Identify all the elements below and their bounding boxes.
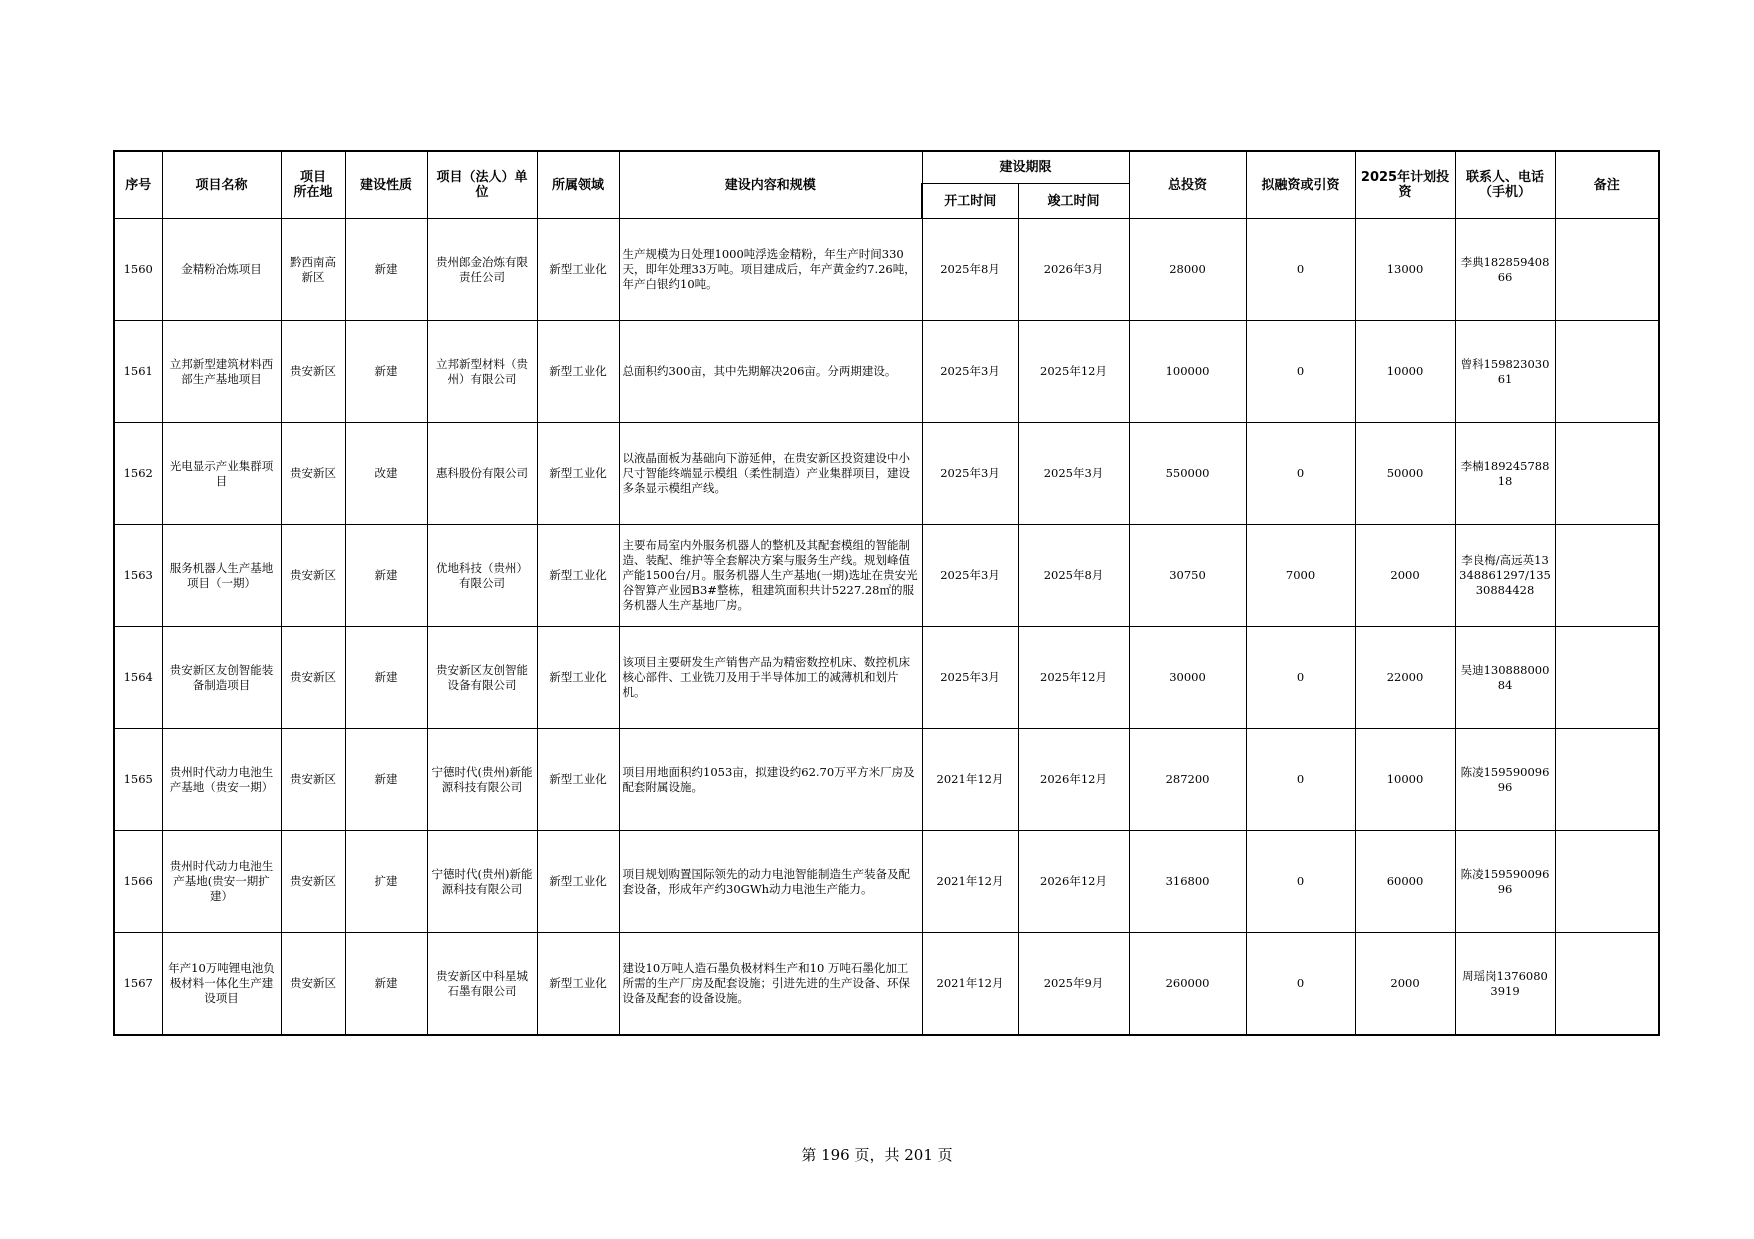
cell-contact: 李楠18924578818 [1455,423,1555,525]
header-start: 开工时间 [922,184,1018,219]
cell-field: 新型工业化 [537,423,619,525]
cell-contact: 陈凌15959009696 [1455,831,1555,933]
cell-financing: 0 [1246,831,1355,933]
cell-plan2025: 10000 [1355,729,1455,831]
cell-field: 新型工业化 [537,525,619,627]
cell-start: 2025年3月 [922,627,1018,729]
cell-location: 黔西南高新区 [281,219,345,321]
header-seq: 序号 [114,151,162,219]
cell-plan2025: 22000 [1355,627,1455,729]
cell-content: 项目用地面积约1053亩，拟建设约62.70万平方米厂房及配套附属设施。 [619,729,922,831]
cell-start: 2025年3月 [922,525,1018,627]
cell-financing: 0 [1246,933,1355,1036]
cell-location: 贵安新区 [281,321,345,423]
cell-total: 30000 [1129,627,1246,729]
cell-nature: 新建 [345,933,427,1036]
cell-field: 新型工业化 [537,219,619,321]
cell-project-name: 金精粉冶炼项目 [162,219,281,321]
cell-field: 新型工业化 [537,933,619,1036]
cell-field: 新型工业化 [537,729,619,831]
table-row [114,933,1659,1036]
cell-financing: 0 [1246,321,1355,423]
cell-plan2025: 60000 [1355,831,1455,933]
cell-total: 30750 [1129,525,1246,627]
cell-project-name: 贵州时代动力电池生产基地(贵安一期扩建） [162,831,281,933]
cell-location: 贵安新区 [281,423,345,525]
cell-total: 550000 [1129,423,1246,525]
cell-financing: 0 [1246,627,1355,729]
cell-field: 新型工业化 [537,831,619,933]
cell-total: 316800 [1129,831,1246,933]
cell-content: 总面积约300亩，其中先期解决206亩。分两期建设。 [619,321,922,423]
cell-field: 新型工业化 [537,321,619,423]
header-end: 竣工时间 [1018,184,1129,219]
table-row [114,219,1659,321]
cell-total: 287200 [1129,729,1246,831]
cell-plan2025: 10000 [1355,321,1455,423]
cell-remark [1555,627,1659,729]
page-footer [0,1144,1754,1165]
cell-start: 2025年3月 [922,321,1018,423]
cell-unit: 立邦新型材料（贵州）有限公司 [427,321,537,423]
cell-unit: 惠科股份有限公司 [427,423,537,525]
cell-financing: 0 [1246,219,1355,321]
cell-plan2025: 13000 [1355,219,1455,321]
cell-plan2025: 2000 [1355,525,1455,627]
cell-project-name: 光电显示产业集群项目 [162,423,281,525]
cell-contact: 李良梅/高远英13348861297/13530884428 [1455,525,1555,627]
cell-start: 2025年3月 [922,423,1018,525]
cell-unit: 优地科技（贵州）有限公司 [427,525,537,627]
header-unit: 项目（法人）单位 [427,151,537,219]
cell-seq: 1566 [114,831,162,933]
cell-contact: 周瑶岗13760803919 [1455,933,1555,1036]
cell-plan2025: 50000 [1355,423,1455,525]
cell-plan2025: 2000 [1355,933,1455,1036]
cell-end: 2026年12月 [1018,729,1129,831]
cell-end: 2025年8月 [1018,525,1129,627]
cell-field: 新型工业化 [537,627,619,729]
header-name: 项目名称 [162,151,281,219]
cell-unit: 贵州郎金冶炼有限责任公司 [427,219,537,321]
cell-nature: 新建 [345,219,427,321]
table-row [114,423,1659,525]
header-remark: 备注 [1555,151,1659,219]
cell-seq: 1563 [114,525,162,627]
cell-start: 2021年12月 [922,831,1018,933]
cell-seq: 1561 [114,321,162,423]
cell-content: 以液晶面板为基础向下游延伸，在贵安新区投资建设中小尺寸智能终端显示模组（柔性制造）产业集群项目，建设多条显示模组产线。 [619,423,922,525]
cell-location: 贵安新区 [281,729,345,831]
cell-seq: 1560 [114,219,162,321]
cell-unit: 贵安新区中科星城石墨有限公司 [427,933,537,1036]
cell-location: 贵安新区 [281,933,345,1036]
project-table [113,150,1660,1036]
cell-content: 该项目主要研发生产销售产品为精密数控机床、数控机床核心部件、工业铣刀及用于半导体加工的减薄机和划片机。 [619,627,922,729]
cell-contact: 陈凌15959009696 [1455,729,1555,831]
cell-nature: 扩建 [345,831,427,933]
cell-remark [1555,831,1659,933]
cell-end: 2025年3月 [1018,423,1129,525]
cell-financing: 0 [1246,729,1355,831]
page-number-text: 第 196 页，共 201 页 [801,1146,953,1164]
cell-unit: 贵安新区友创智能设备有限公司 [427,627,537,729]
project-table-sheet [113,150,1658,1036]
cell-nature: 改建 [345,423,427,525]
header-period: 建设期限 [922,151,1129,184]
cell-remark [1555,219,1659,321]
cell-remark [1555,525,1659,627]
header-nature: 建设性质 [345,151,427,219]
cell-project-name: 服务机器人生产基地项目（一期） [162,525,281,627]
cell-seq: 1565 [114,729,162,831]
cell-financing: 0 [1246,423,1355,525]
cell-start: 2021年12月 [922,729,1018,831]
cell-nature: 新建 [345,729,427,831]
cell-unit: 宁德时代(贵州)新能源科技有限公司 [427,729,537,831]
cell-seq: 1567 [114,933,162,1036]
header-content: 建设内容和规模 [619,151,922,219]
cell-location: 贵安新区 [281,831,345,933]
cell-project-name: 贵安新区友创智能装备制造项目 [162,627,281,729]
cell-start: 2025年8月 [922,219,1018,321]
project-rows [114,219,1659,1036]
table-row [114,525,1659,627]
cell-end: 2025年12月 [1018,627,1129,729]
cell-content: 项目规划购置国际领先的动力电池智能制造生产装备及配套设备，形成年产约30GWh动力电池生产能力。 [619,831,922,933]
table-row [114,729,1659,831]
header-location [281,151,345,219]
cell-end: 2025年9月 [1018,933,1129,1036]
cell-unit: 宁德时代(贵州)新能源科技有限公司 [427,831,537,933]
cell-remark [1555,321,1659,423]
table-row [114,321,1659,423]
cell-end: 2026年3月 [1018,219,1129,321]
header-total: 总投资 [1129,151,1246,219]
cell-seq: 1564 [114,627,162,729]
cell-total: 28000 [1129,219,1246,321]
table-row [114,831,1659,933]
cell-end: 2026年12月 [1018,831,1129,933]
header-plan2025: 2025年计划投资 [1355,151,1455,219]
cell-project-name: 立邦新型建筑材料西部生产基地项目 [162,321,281,423]
cell-start: 2021年12月 [922,933,1018,1036]
cell-content: 建设10万吨人造石墨负极材料生产和10 万吨石墨化加工所需的生产厂房及配套设施；引进先进的生产设备、环保设备及配套的设备设施。 [619,933,922,1036]
cell-remark [1555,729,1659,831]
cell-total: 260000 [1129,933,1246,1036]
header-location-text: 项目 所在地 [293,170,333,200]
cell-content: 主要布局室内外服务机器人的整机及其配套模组的智能制造、装配、维护等全套解决方案与服务生产线。规划峰值产能1500台/月。服务机器人生产基地(一期)选址在贵安光谷智算产业园B3#整栋，租建筑面积共计5227.28㎡的服务机器人生产基地厂房。 [619,525,922,627]
table-row [114,627,1659,729]
header-contact: 联系人、电话（手机） [1455,151,1555,219]
cell-total: 100000 [1129,321,1246,423]
cell-nature: 新建 [345,525,427,627]
cell-location: 贵安新区 [281,627,345,729]
cell-financing: 7000 [1246,525,1355,627]
cell-project-name: 年产10万吨锂电池负极材料一体化生产建设项目 [162,933,281,1036]
cell-contact: 吴迪13088800084 [1455,627,1555,729]
cell-project-name: 贵州时代动力电池生产基地（贵安一期） [162,729,281,831]
cell-contact: 曾科15982303061 [1455,321,1555,423]
cell-end: 2025年12月 [1018,321,1129,423]
cell-remark [1555,423,1659,525]
cell-nature: 新建 [345,321,427,423]
header-financing: 拟融资或引资 [1246,151,1355,219]
cell-contact: 李典18285940866 [1455,219,1555,321]
cell-nature: 新建 [345,627,427,729]
cell-seq: 1562 [114,423,162,525]
cell-location: 贵安新区 [281,525,345,627]
header-field: 所属领域 [537,151,619,219]
cell-remark [1555,933,1659,1036]
cell-content: 生产规模为日处理1000吨浮选金精粉，年生产时间330天，即年处理33万吨。项目建成后，年产黄金约7.26吨，年产白银约10吨。 [619,219,922,321]
